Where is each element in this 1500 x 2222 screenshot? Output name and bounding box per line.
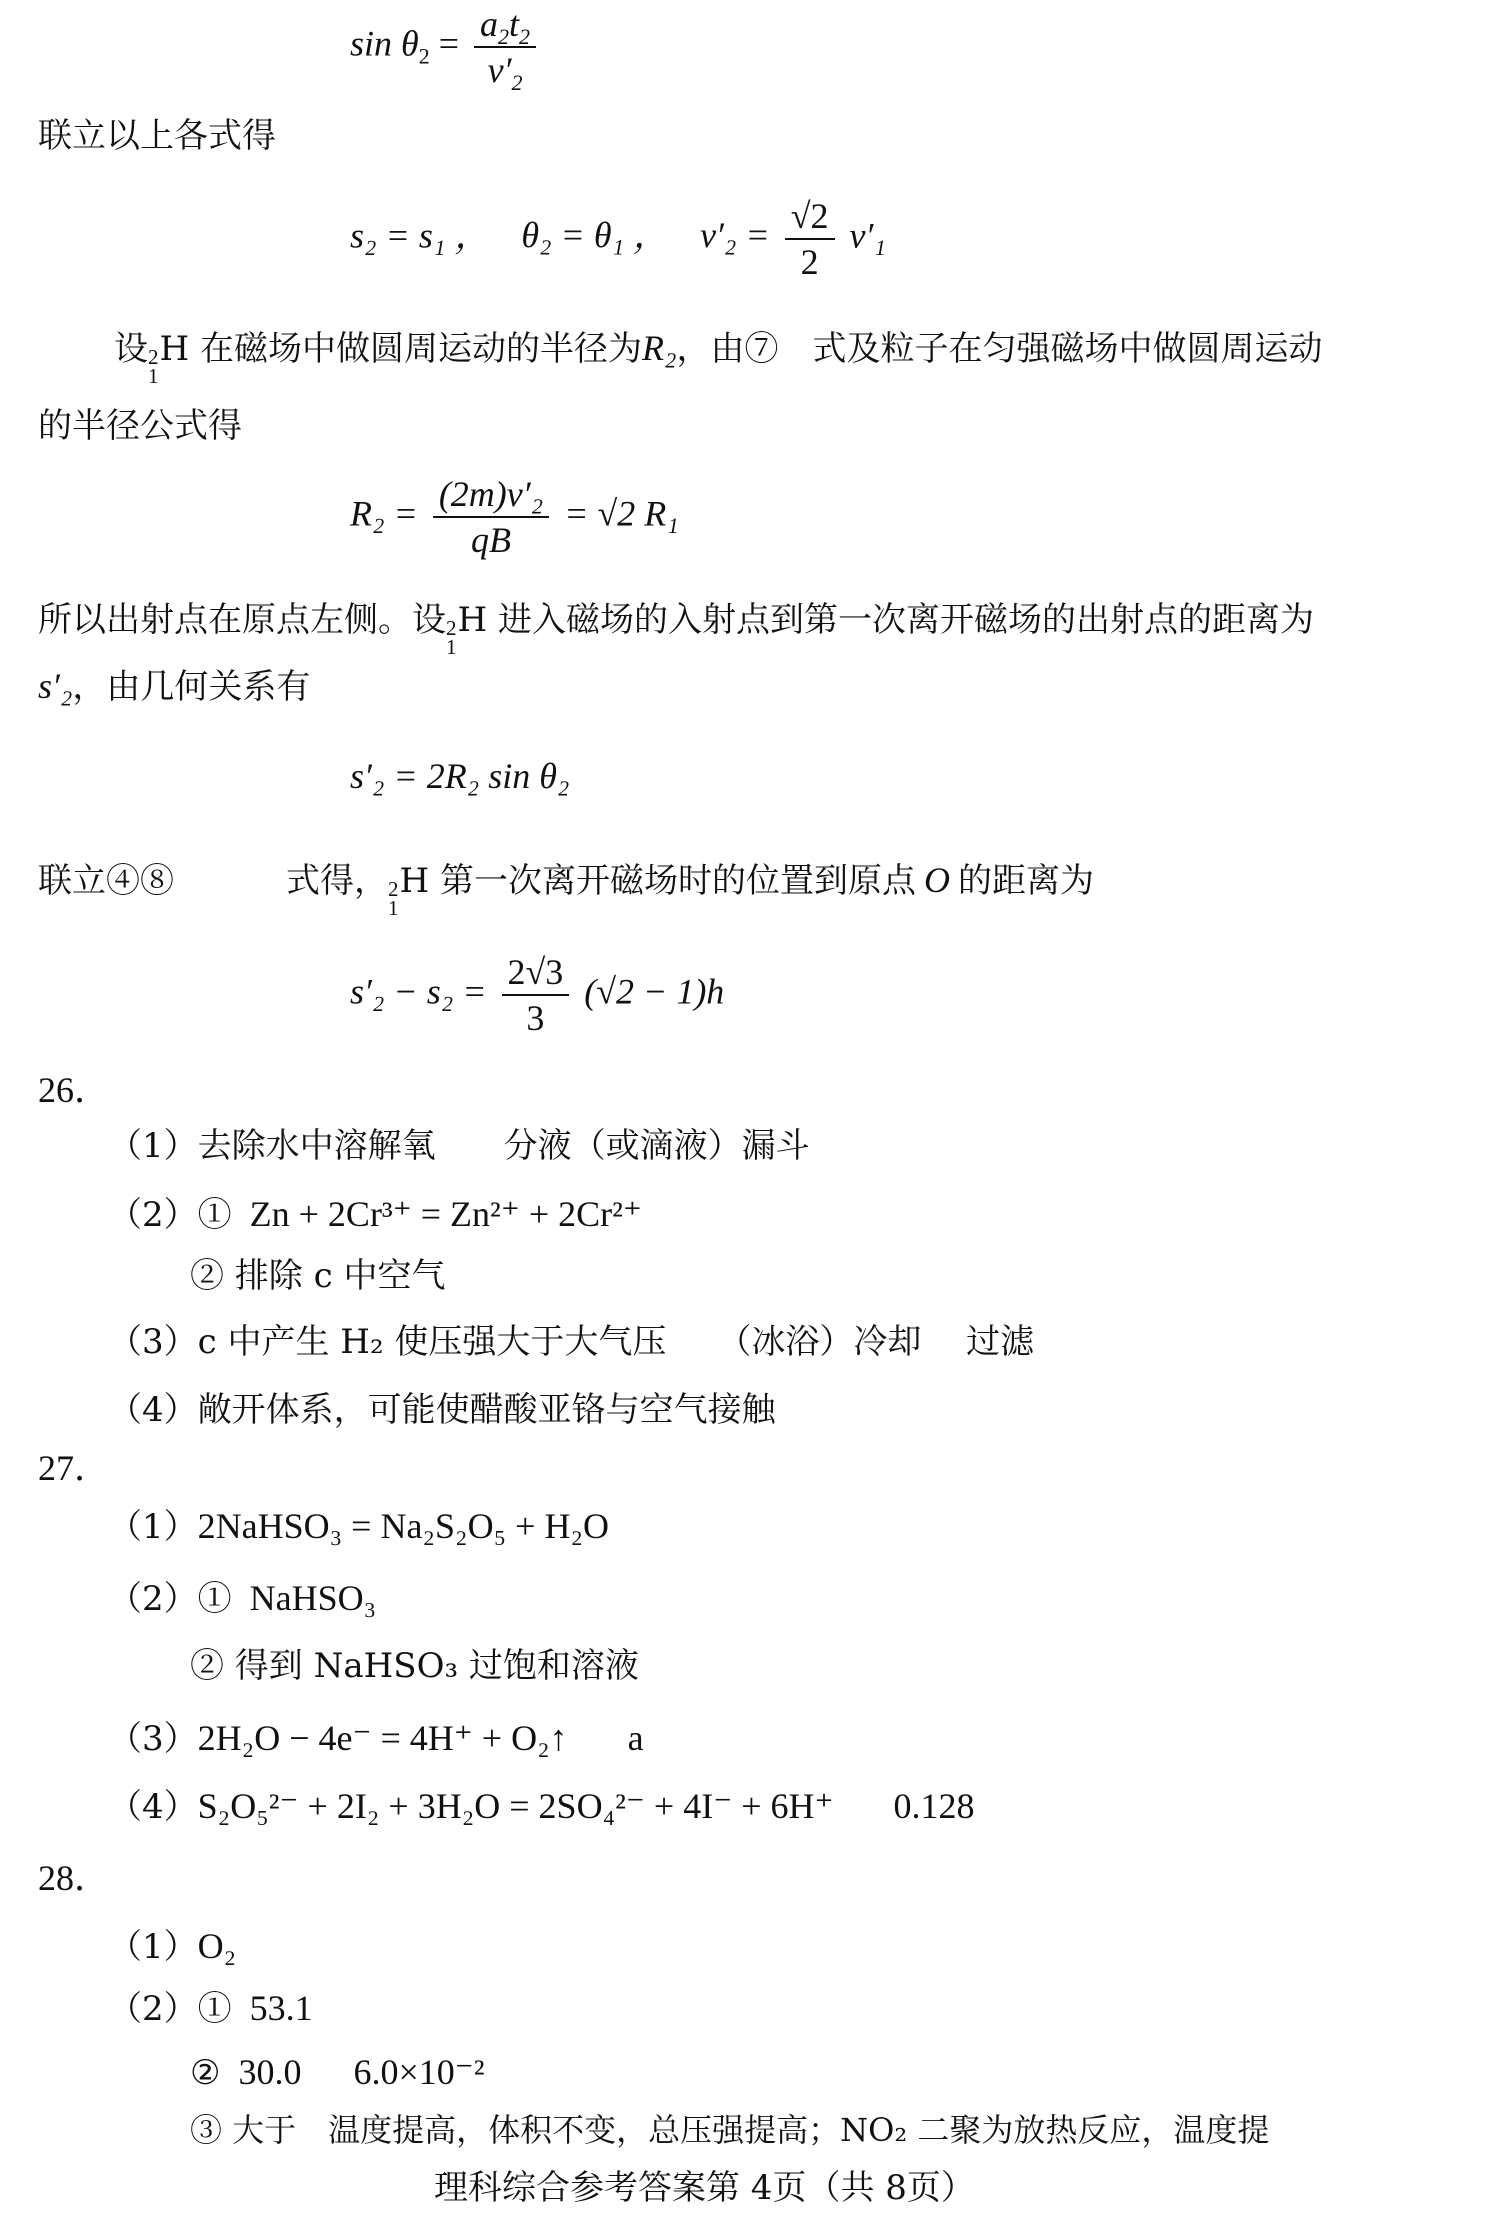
eq-R2-rhs: = √2 R₁: [564, 493, 679, 534]
q28-number: 28．: [38, 1858, 111, 1898]
q28-part2-2-value2: 6.0×10⁻²: [353, 2052, 485, 2092]
eq-R2-fraction: $\frac{\text{(2m)v′₂}}{qB}$: [433, 474, 549, 560]
eq-sin-lhs: sin θ: [350, 23, 419, 64]
q27-part3-answer: a: [627, 1718, 644, 1758]
q27-number: 27．: [38, 1448, 111, 1488]
page-footer: 理科综合参考答案第 4页（共 8页）: [434, 2168, 975, 2208]
q26-part2-2: ② 排除 c 中空气: [190, 1256, 446, 1296]
q26-part2: （2）① Zn + 2Cr³⁺ = Zn²⁺ + 2Cr²⁺: [108, 1194, 642, 1235]
q28-part2-3: ③ 大于 温度提高，体积不变，总压强提高；NO₂ 二聚为放热反应，温度提: [190, 2111, 1270, 2149]
para1-line1: 设 2 1 H 在磁场中做圆周运动的半径为R₂，由⑦ 式及粒子在匀强磁场中做圆周运动: [114, 328, 1323, 388]
q27-part2-2: ② 得到 NaHSO₃ 过饱和溶液: [190, 1646, 639, 1686]
eq-sin-lhs-sub: 2: [418, 43, 430, 69]
q27-part1-equation: 2NaHSO₃ = Na₂S₂O₅ + H₂O: [197, 1506, 609, 1546]
q26-part1: （1）去除水中溶解氧 分液（或滴液）漏斗: [108, 1126, 810, 1166]
q27-part4-equation: S₂O₅²⁻ + 2I₂ + 3H₂O = 2SO₄²⁻ + 4I⁻ + 6H⁺: [197, 1786, 834, 1826]
isotope-label: 2 1: [388, 877, 399, 920]
eq-final-tail: (√2 − 1)h: [584, 971, 725, 1012]
q27-part1: （1）2NaHSO₃ = Na₂S₂O₅ + H₂O: [108, 1506, 609, 1547]
q26-part4: （4）敞开体系，可能使醋酸亚铬与空气接触: [108, 1390, 776, 1430]
q26-part3: （3）c 中产生 H₂ 使压强大于大气压 （冰浴）冷却 过滤: [108, 1322, 1035, 1362]
eq-sin-theta2: $\sin \theta_2$ = $\frac{a_2t_2}{v'_2}$: [350, 4, 542, 90]
para3-line: 联立④⑧ 式得， 2 1 H 第一次离开磁场时的位置到原点 O 的距离为: [38, 860, 1094, 920]
q28-part2-value: 53.1: [249, 1988, 313, 2028]
eq-result-theta: θ₂ = θ₁ ，: [521, 215, 670, 256]
eq-sin-fraction: $\frac{a_2t_2}{v'_2}$: [474, 4, 536, 90]
eq-result-s: s₂ = s₁ ，: [350, 215, 491, 256]
q27-part2: （2）① NaHSO₃: [108, 1578, 377, 1619]
q27-part3: （3）2H₂O − 4e⁻ = 4H⁺ + O₂↑ a: [108, 1718, 644, 1759]
q26-number: 26．: [38, 1070, 111, 1110]
eq-result-v-lhs: v′₂ =: [700, 215, 770, 256]
q28-part2-2-value1: 30.0: [238, 2052, 302, 2092]
q27-part3-equation: 2H₂O − 4e⁻ = 4H⁺ + O₂↑: [197, 1718, 568, 1758]
q27-part2-value: NaHSO₃: [249, 1578, 377, 1618]
var-R2: R₂: [641, 328, 677, 368]
eq-s2-prime: s′₂ = 2R₂ sin θ₂: [350, 756, 570, 796]
q26-part2-equation: Zn + 2Cr³⁺ = Zn²⁺ + 2Cr²⁺: [249, 1194, 642, 1234]
q27-part4-answer: 0.128: [893, 1786, 975, 1826]
q27-part4: （4）S₂O₅²⁻ + 2I₂ + 3H₂O = 2SO₄²⁻ + 4I⁻ + 6H⁺ 0.128: [108, 1786, 975, 1827]
eq-final-fraction: $\frac{2√3}{3}$: [502, 952, 570, 1038]
eq-result-fraction: $\frac{√2}{2}$: [785, 196, 835, 282]
para2-line2: s′₂，由几何关系有: [38, 666, 311, 707]
eq-result-v-tail: v′₁: [849, 215, 886, 256]
var-s2-prime: s′₂: [38, 666, 73, 706]
q28-part1: （1）O₂: [108, 1926, 237, 1967]
q28-part1-value: O₂: [197, 1926, 237, 1966]
eq-R2-lhs: R₂ =: [350, 493, 418, 534]
eq-result: [350, 196, 886, 282]
combine-line: 联立以上各式得: [38, 116, 276, 156]
para1-line2: 的半径公式得: [38, 406, 242, 446]
eq-R2: [350, 474, 679, 560]
eq-final: [350, 952, 724, 1038]
var-O: O: [923, 860, 950, 900]
para2-line1: 所以出射点在原点左侧。设 2 1 H 进入磁场的入射点到第一次离开磁场的出射点的距离为: [38, 600, 1314, 659]
q28-part2-2: ② 30.0 6.0×10⁻²: [190, 2052, 485, 2093]
isotope-label: 2 1: [148, 345, 159, 388]
eq-final-lhs: s′₂ − s₂ =: [350, 971, 487, 1012]
q28-part2: （2）① 53.1: [108, 1988, 313, 2029]
isotope-label: 2 1: [446, 616, 457, 659]
